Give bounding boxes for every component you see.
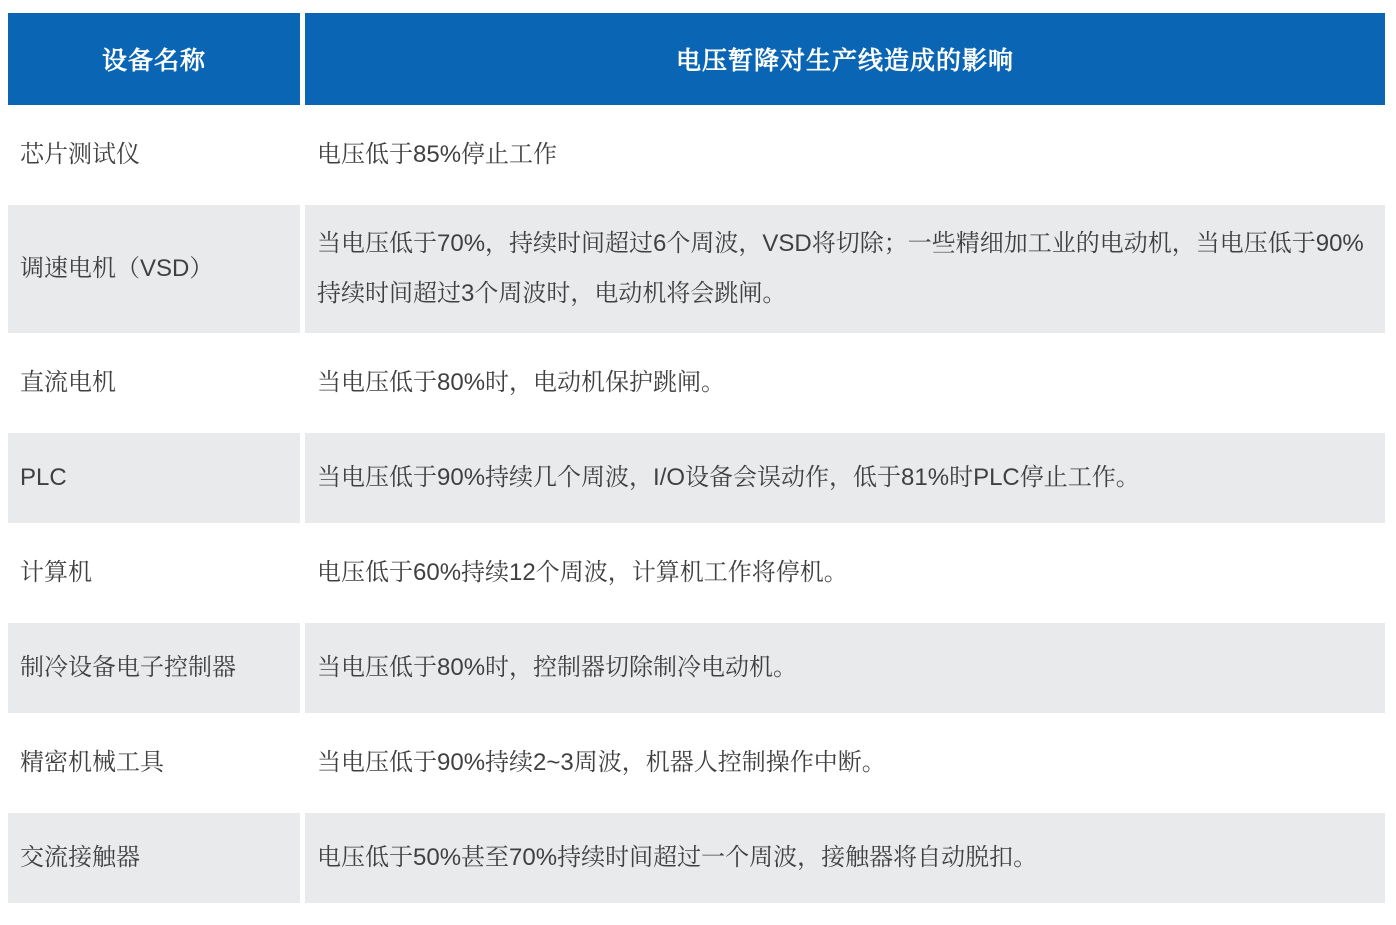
impact-cell: 当电压低于80%时，控制器切除制冷电动机。 xyxy=(305,623,1385,713)
table-row xyxy=(8,433,1385,523)
table-row xyxy=(8,813,1385,903)
device-name-cell: 交流接触器 xyxy=(8,813,300,903)
impact-cell: 电压低于60%持续12个周波，计算机工作将停机。 xyxy=(305,528,1385,618)
table-row xyxy=(8,110,1385,200)
impact-cell: 当电压低于90%持续2~3周波，机器人控制操作中断。 xyxy=(305,718,1385,808)
header-device-name: 设备名称 xyxy=(8,13,300,105)
impact-cell: 电压低于50%甚至70%持续时间超过一个周波，接触器将自动脱扣。 xyxy=(305,813,1385,903)
impact-cell: 当电压低于70%，持续时间超过6个周波，VSD将切除；一些精细加工业的电动机，当电压低于90%持续时间超过3个周波时，电动机将会跳闸。 xyxy=(305,205,1385,333)
table-row xyxy=(8,338,1385,428)
header-row xyxy=(8,13,1385,105)
impact-cell: 当电压低于90%持续几个周波，I/O设备会误动作，低于81%时PLC停止工作。 xyxy=(305,433,1385,523)
impact-cell: 电压低于85%停止工作 xyxy=(305,110,1385,200)
device-name-cell: 调速电机（VSD） xyxy=(8,205,300,333)
table-row xyxy=(8,718,1385,808)
table-body xyxy=(8,110,1385,903)
table-row xyxy=(8,205,1385,333)
voltage-sag-impact-table xyxy=(3,8,1390,908)
device-name-cell: 精密机械工具 xyxy=(8,718,300,808)
table-row xyxy=(8,528,1385,618)
header-impact: 电压暂降对生产线造成的影响 xyxy=(305,13,1385,105)
device-name-cell: 制冷设备电子控制器 xyxy=(8,623,300,713)
impact-cell: 当电压低于80%时，电动机保护跳闸。 xyxy=(305,338,1385,428)
device-name-cell: 芯片测试仪 xyxy=(8,110,300,200)
device-name-cell: 计算机 xyxy=(8,528,300,618)
device-name-cell: 直流电机 xyxy=(8,338,300,428)
table-row xyxy=(8,623,1385,713)
device-name-cell: PLC xyxy=(8,433,300,523)
